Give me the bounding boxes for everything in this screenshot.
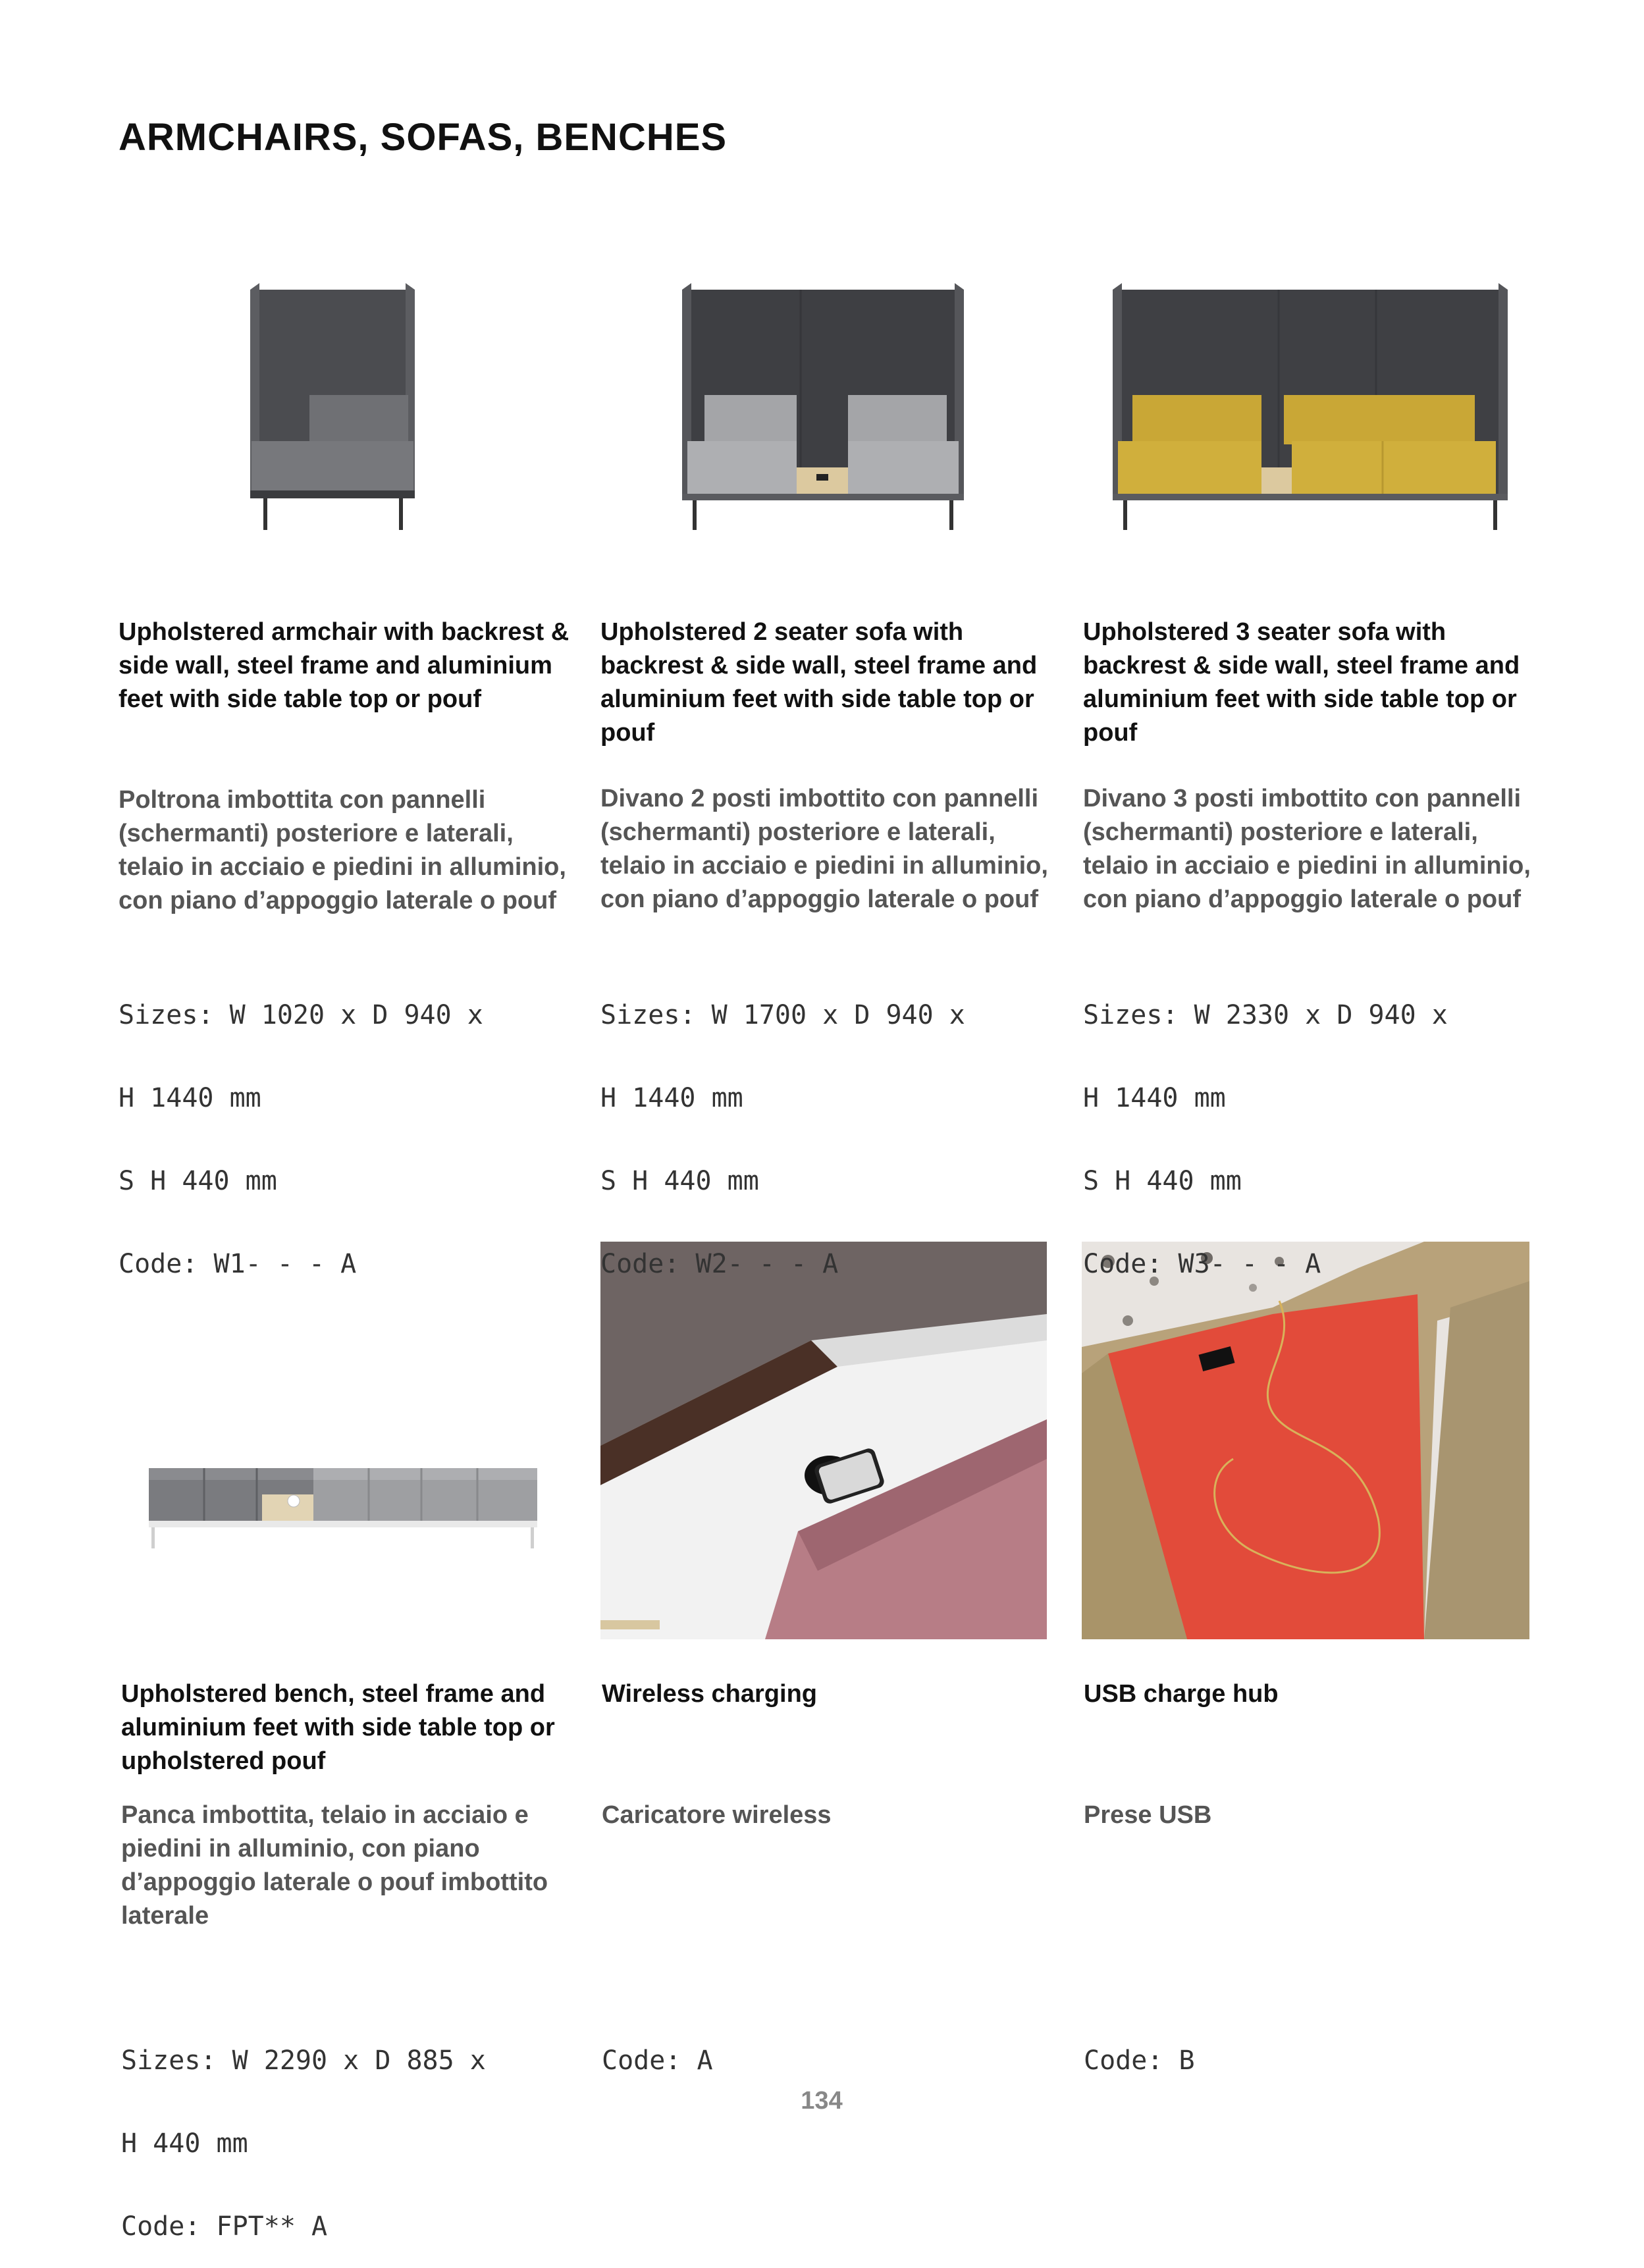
product-5-specs xyxy=(602,1991,1056,2102)
bench-image xyxy=(138,1448,546,1554)
product-1-name-en: Upholstered armchair with backrest & side wall, steel frame and aluminium feet with side table top or pouf xyxy=(119,618,570,713)
armchair-image xyxy=(224,263,441,540)
spec-line: S H 440 mm xyxy=(1083,1166,1242,1196)
page-number: 134 xyxy=(801,2087,843,2115)
product-4-name-en: Upholstered bench, steel frame and aluminium feet with side table top or upholstered pouf xyxy=(121,1680,555,1775)
spec-line: Code: A xyxy=(602,2045,713,2076)
spec-line: H 1440 mm xyxy=(119,1083,261,1113)
spec-line: Code: FPT** A xyxy=(121,2211,328,2242)
two-seater-sofa-image xyxy=(672,277,974,540)
product-4-specs xyxy=(121,1991,575,2268)
product-2-name-it: Divano 2 posti imbottito con pannelli (schermanti) posteriore e laterali, telaio in acciaio e piedini in alluminio, con piano d’appoggio laterale o pouf xyxy=(600,785,1048,913)
page-title: ARMCHAIRS, SOFAS, BENCHES xyxy=(119,116,728,159)
product-5-name-en: Wireless charging xyxy=(602,1680,817,1708)
spec-line: Sizes: W 2290 x D 885 x xyxy=(121,2045,486,2076)
product-3-specs xyxy=(1083,946,1537,1305)
product-6-name-it: Prese USB xyxy=(1084,1801,1212,1829)
spec-line: S H 440 mm xyxy=(119,1166,277,1196)
spec-line: Code: W1- - - A xyxy=(119,1249,357,1279)
spec-line: Code: B xyxy=(1084,2045,1195,2076)
product-6-specs xyxy=(1084,1991,1538,2102)
product-2-specs xyxy=(600,946,1055,1305)
spec-line: H 440 mm xyxy=(121,2128,248,2159)
product-2-name-en: Upholstered 2 seater sofa with backrest & side wall, steel frame and aluminium feet with side table top or pouf xyxy=(600,618,1038,747)
spec-line: Code: W2- - - A xyxy=(600,1249,839,1279)
product-1-name-it: Poltrona imbottita con pannelli (schermanti) posteriore e laterali, telaio in acciaio e piedini in alluminio, con piano d’appoggio laterale o pouf xyxy=(119,786,566,914)
spec-line: Sizes: W 1700 x D 940 x xyxy=(600,1000,965,1030)
spec-line: H 1440 mm xyxy=(600,1083,743,1113)
spec-line: S H 440 mm xyxy=(600,1166,759,1196)
spec-line: Sizes: W 2330 x D 940 x xyxy=(1083,1000,1448,1030)
product-3-name-it: Divano 3 posti imbottito con pannelli (schermanti) posteriore e laterali, telaio in acciaio e piedini in alluminio, con piano d’appoggio laterale o pouf xyxy=(1083,785,1531,913)
product-4-name-it: Panca imbottita, telaio in acciaio e piedini in alluminio, con piano d’appoggio laterale o pouf imbottito laterale xyxy=(121,1801,548,1930)
product-3-name-en: Upholstered 3 seater sofa with backrest & side wall, steel frame and aluminium feet with side table top or pouf xyxy=(1083,618,1520,747)
product-6-name-en: USB charge hub xyxy=(1084,1680,1279,1708)
spec-line: Sizes: W 1020 x D 940 x xyxy=(119,1000,483,1030)
three-seater-sofa-image xyxy=(1106,277,1514,540)
product-5-name-it: Caricatore wireless xyxy=(602,1801,832,1829)
spec-line: Code: W3- - - A xyxy=(1083,1249,1321,1279)
product-1-specs xyxy=(119,946,573,1305)
spec-line: H 1440 mm xyxy=(1083,1083,1226,1113)
